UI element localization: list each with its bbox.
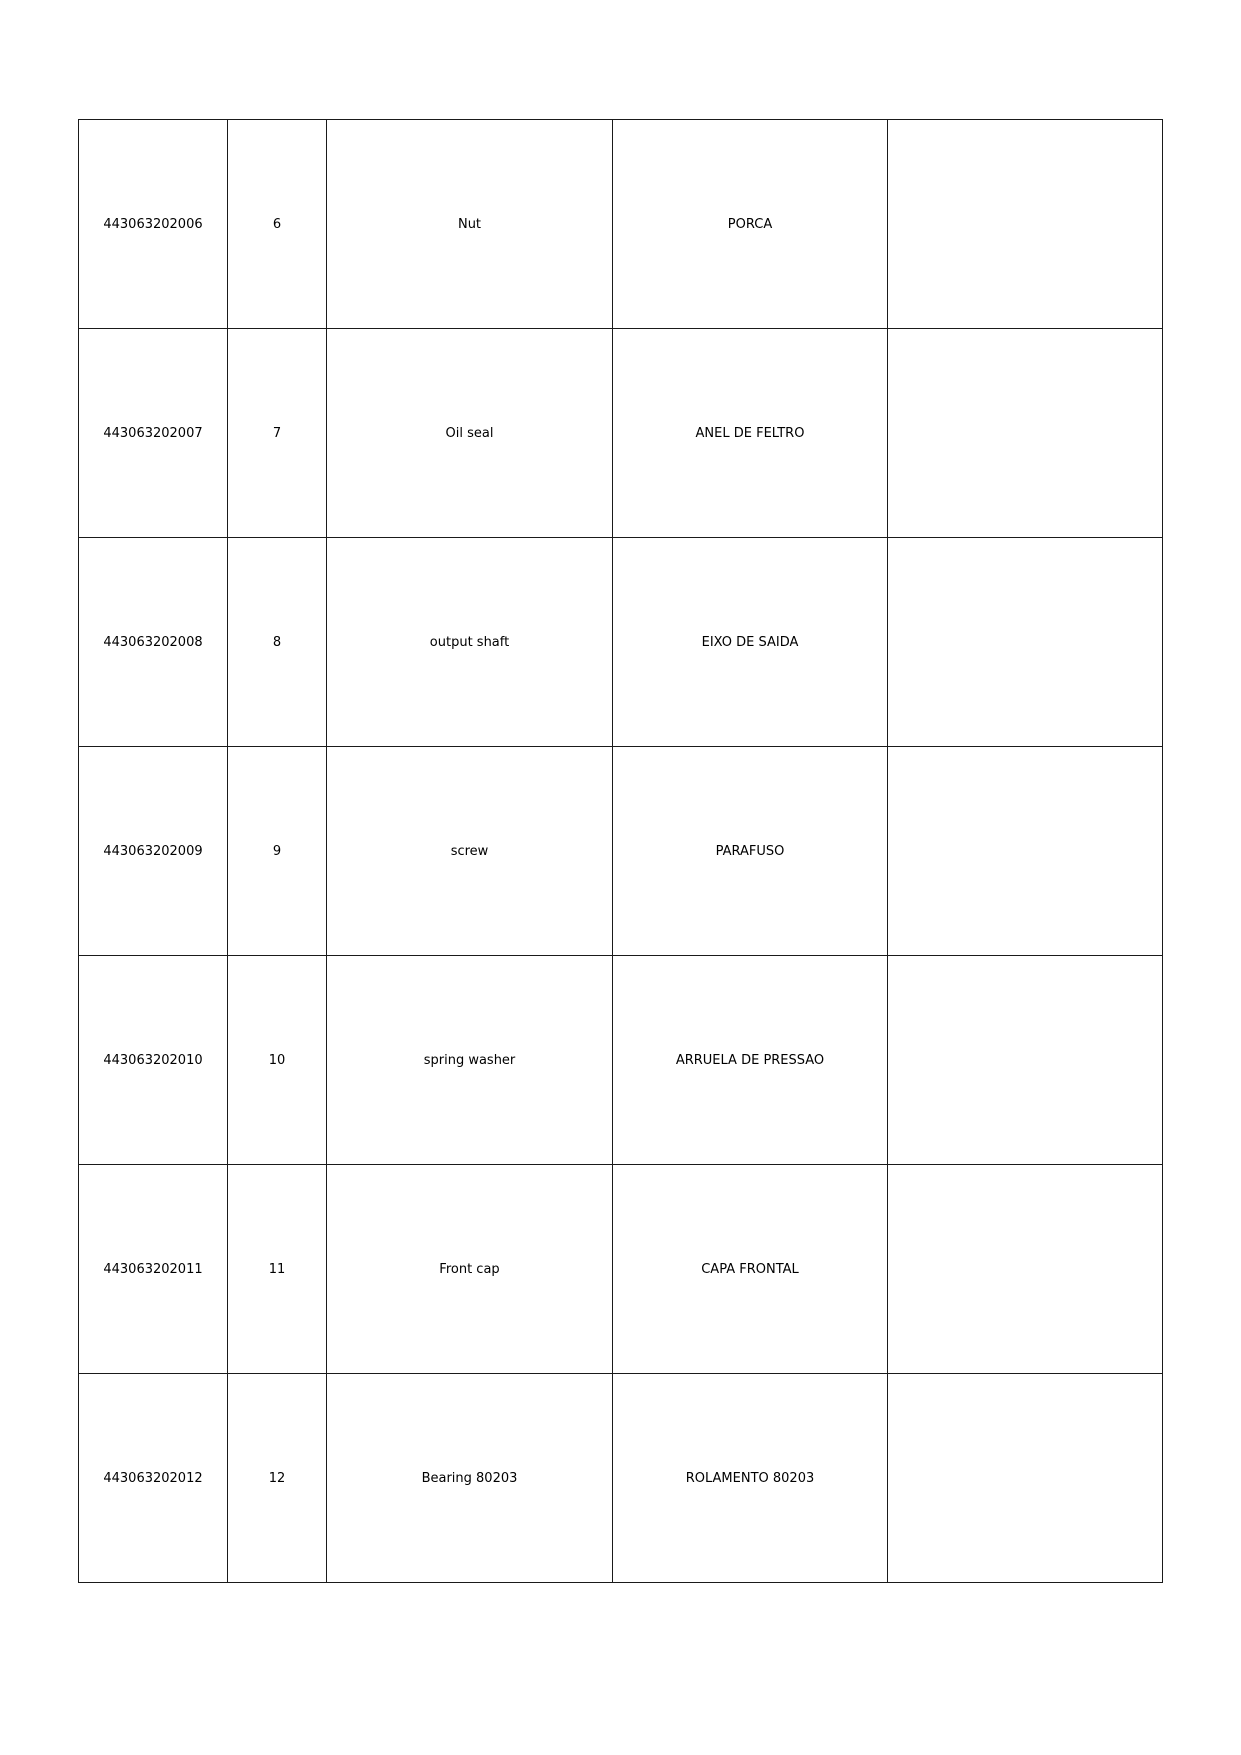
table-row — [79, 120, 1163, 329]
portuguese-name-cell: PARAFUSO — [613, 747, 888, 956]
item-number-cell: 11 — [228, 1165, 327, 1374]
item-number-cell: 10 — [228, 956, 327, 1165]
part-code-cell: 443063202009 — [79, 747, 228, 956]
portuguese-name-cell: CAPA FRONTAL — [613, 1165, 888, 1374]
portuguese-name-cell: ANEL DE FELTRO — [613, 329, 888, 538]
parts-table — [78, 119, 1163, 1583]
table-row — [79, 1374, 1163, 1583]
remarks-cell — [888, 1374, 1163, 1583]
part-code-cell: 443063202006 — [79, 120, 228, 329]
item-number-cell: 8 — [228, 538, 327, 747]
english-name-cell: Front cap — [327, 1165, 613, 1374]
remarks-cell — [888, 747, 1163, 956]
item-number-cell: 6 — [228, 120, 327, 329]
remarks-cell — [888, 1165, 1163, 1374]
table-row — [79, 329, 1163, 538]
part-code-cell: 443063202007 — [79, 329, 228, 538]
part-code-cell: 443063202008 — [79, 538, 228, 747]
english-name-cell: Nut — [327, 120, 613, 329]
table-row — [79, 538, 1163, 747]
english-name-cell: Oil seal — [327, 329, 613, 538]
portuguese-name-cell: ARRUELA DE PRESSAO — [613, 956, 888, 1165]
portuguese-name-cell: ROLAMENTO 80203 — [613, 1374, 888, 1583]
portuguese-name-cell: PORCA — [613, 120, 888, 329]
english-name-cell: Bearing 80203 — [327, 1374, 613, 1583]
part-code-cell: 443063202012 — [79, 1374, 228, 1583]
remarks-cell — [888, 956, 1163, 1165]
portuguese-name-cell: EIXO DE SAIDA — [613, 538, 888, 747]
table-row — [79, 747, 1163, 956]
part-code-cell: 443063202011 — [79, 1165, 228, 1374]
item-number-cell: 7 — [228, 329, 327, 538]
remarks-cell — [888, 329, 1163, 538]
remarks-cell — [888, 120, 1163, 329]
english-name-cell: screw — [327, 747, 613, 956]
remarks-cell — [888, 538, 1163, 747]
table-row — [79, 1165, 1163, 1374]
item-number-cell: 9 — [228, 747, 327, 956]
english-name-cell: spring washer — [327, 956, 613, 1165]
part-code-cell: 443063202010 — [79, 956, 228, 1165]
table-row — [79, 956, 1163, 1165]
item-number-cell: 12 — [228, 1374, 327, 1583]
english-name-cell: output shaft — [327, 538, 613, 747]
